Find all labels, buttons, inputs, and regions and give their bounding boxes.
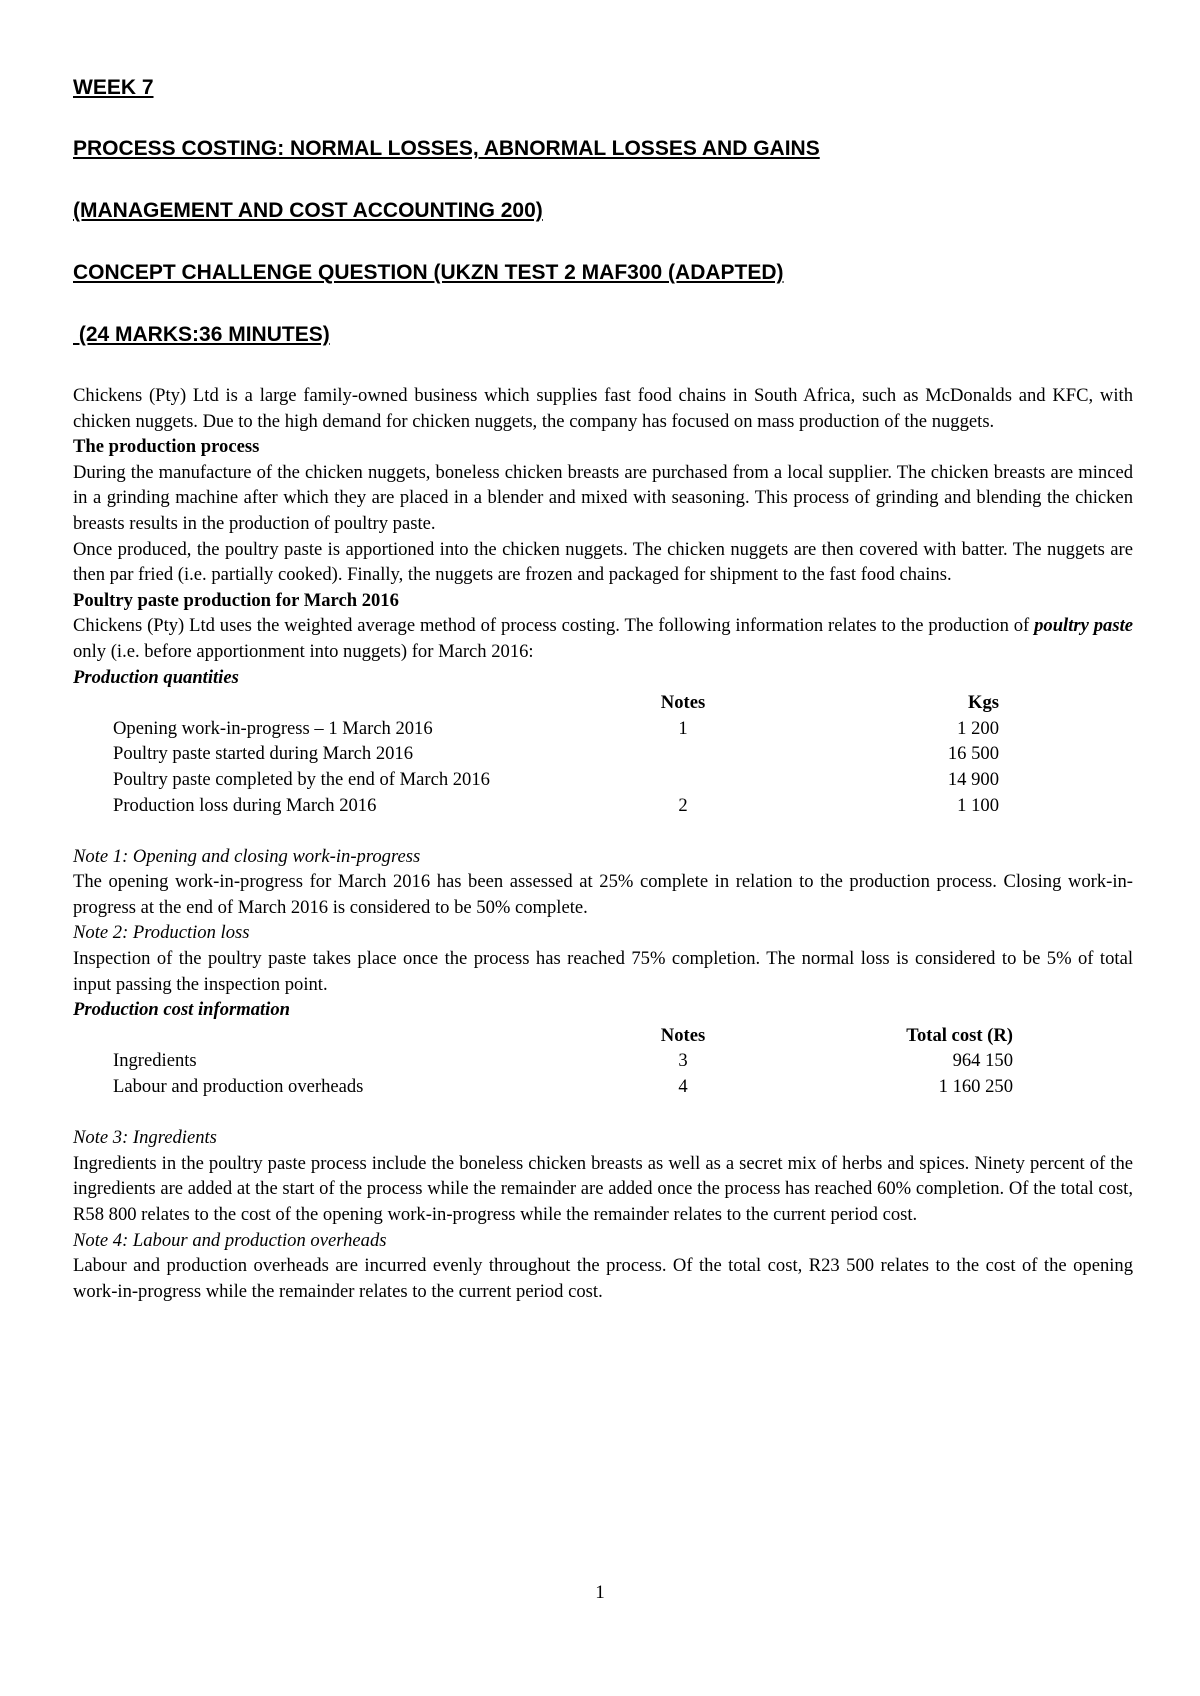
note3-title: Note 3: Ingredients xyxy=(73,1127,217,1149)
row-note: 1 xyxy=(678,717,688,739)
note1-title: Note 1: Opening and closing work-in-progress xyxy=(73,845,421,867)
week-heading: WEEK 7 xyxy=(73,76,154,99)
total-cost-column-header: Total cost (R) xyxy=(906,1024,1013,1046)
poultry-paste-paragraph xyxy=(73,613,1133,664)
note2-text: Inspection of the poultry paste takes place once the process has reached 75% completion. The normal loss is considered to be 5% of total input passing the inspection point. xyxy=(73,948,1133,995)
row-value: 1 100 xyxy=(957,794,999,816)
table-row xyxy=(73,1048,1133,1074)
notes-column-header: Notes xyxy=(660,692,706,714)
topic-heading: PROCESS COSTING: NORMAL LOSSES, ABNORMAL LOSSES AND GAINS xyxy=(73,137,820,160)
row-value: 14 900 xyxy=(947,768,999,790)
production-process-paragraph-2: Once produced, the poultry paste is apportioned into the chicken nuggets. The chicken nuggets are then covered with batter. The nuggets are then par fried (i.e. partially cooked). Finally, the nuggets are frozen and packaged for shipment to the fast food chains. xyxy=(73,538,1133,586)
row-value: 16 500 xyxy=(947,743,999,765)
row-value: 1 200 xyxy=(957,717,999,739)
row-note: 2 xyxy=(678,794,688,816)
notes-column-header: Notes xyxy=(660,1024,706,1046)
table-row xyxy=(73,1074,1133,1100)
intro-paragraph: Chickens (Pty) Ltd is a large family-owned business which supplies fast food chains in South Africa, such as McDonalds and KFC, with chicken nuggets. Due to the high demand for chicken nuggets, the company has focused on mass production of the nuggets. xyxy=(73,385,1133,432)
course-heading: (MANAGEMENT AND COST ACCOUNTING 200) xyxy=(73,199,543,222)
page-number: 1 xyxy=(595,1582,605,1603)
poultry-paste-emphasis: poultry paste xyxy=(1034,615,1133,637)
note4-text: Labour and production overheads are incurred evenly throughout the process. Of the total cost, R23 500 relates to the cost of the opening work-in-progress while the remainder relates to the current period cost. xyxy=(73,1255,1133,1302)
note2-title: Note 2: Production loss xyxy=(73,922,250,944)
row-value: 1 160 250 xyxy=(938,1076,1013,1098)
challenge-heading: CONCEPT CHALLENGE QUESTION (UKZN TEST 2 MAF300 (ADAPTED) xyxy=(73,261,784,284)
production-process-paragraph-1: During the manufacture of the chicken nuggets, boneless chicken breasts are purchased from a local supplier. The chicken breasts are minced in a grinding machine after which they are placed in a blender and mixed with seasoning. This process of grinding and blending the chicken breasts results in the production of poultry paste. xyxy=(73,461,1133,534)
row-label: Poultry paste completed by the end of March 2016 xyxy=(113,768,490,790)
note4-title: Note 4: Labour and production overheads xyxy=(73,1229,387,1251)
row-note: 3 xyxy=(678,1050,688,1072)
marks-heading: (24 MARKS:36 MINUTES) xyxy=(73,323,330,346)
poultry-paste-title: Poultry paste production for March 2016 xyxy=(73,589,399,611)
row-value: 964 150 xyxy=(952,1050,1013,1072)
document-body xyxy=(73,383,1133,1304)
production-process-title: The production process xyxy=(73,436,260,458)
table-row xyxy=(73,716,1133,742)
poultry-paste-text-before: Chickens (Pty) Ltd uses the weighted average method of process costing. The following information relates to the production of xyxy=(73,615,1035,637)
row-note: 4 xyxy=(678,1076,688,1098)
cost-info-title: Production cost information xyxy=(73,999,290,1021)
kgs-column-header: Kgs xyxy=(968,692,999,714)
table-header-row xyxy=(73,1023,1133,1049)
table-header-row xyxy=(73,690,1133,716)
note3-text: Ingredients in the poultry paste process include the boneless chicken breasts as well as a secret mix of herbs and spices. Ninety percent of the ingredients are added at the start of the process while the remainder are added once the process has reached 60% completion. Of the total cost, R58 800 relates to the cost of the opening work-in-progress while the remainder relates to the current period cost. xyxy=(73,1152,1133,1225)
note1-text: The opening work-in-progress for March 2016 has been assessed at 25% complete in relation to the production process. Closing work-in-progress at the end of March 2016 is considered to be 50% complete. xyxy=(73,871,1133,918)
table-row xyxy=(73,741,1133,767)
production-cost-table xyxy=(73,1023,1133,1100)
row-label: Ingredients xyxy=(113,1050,197,1072)
row-label: Opening work-in-progress – 1 March 2016 xyxy=(113,717,433,739)
row-label: Poultry paste started during March 2016 xyxy=(113,743,414,765)
production-quantities-table xyxy=(73,690,1133,818)
row-label: Production loss during March 2016 xyxy=(113,794,377,816)
row-label: Labour and production overheads xyxy=(113,1076,364,1098)
table-row xyxy=(73,767,1133,793)
production-quantities-title: Production quantities xyxy=(73,666,239,688)
poultry-paste-text-after: only (i.e. before apportionment into nuggets) for March 2016: xyxy=(73,640,534,662)
table-row xyxy=(73,793,1133,819)
